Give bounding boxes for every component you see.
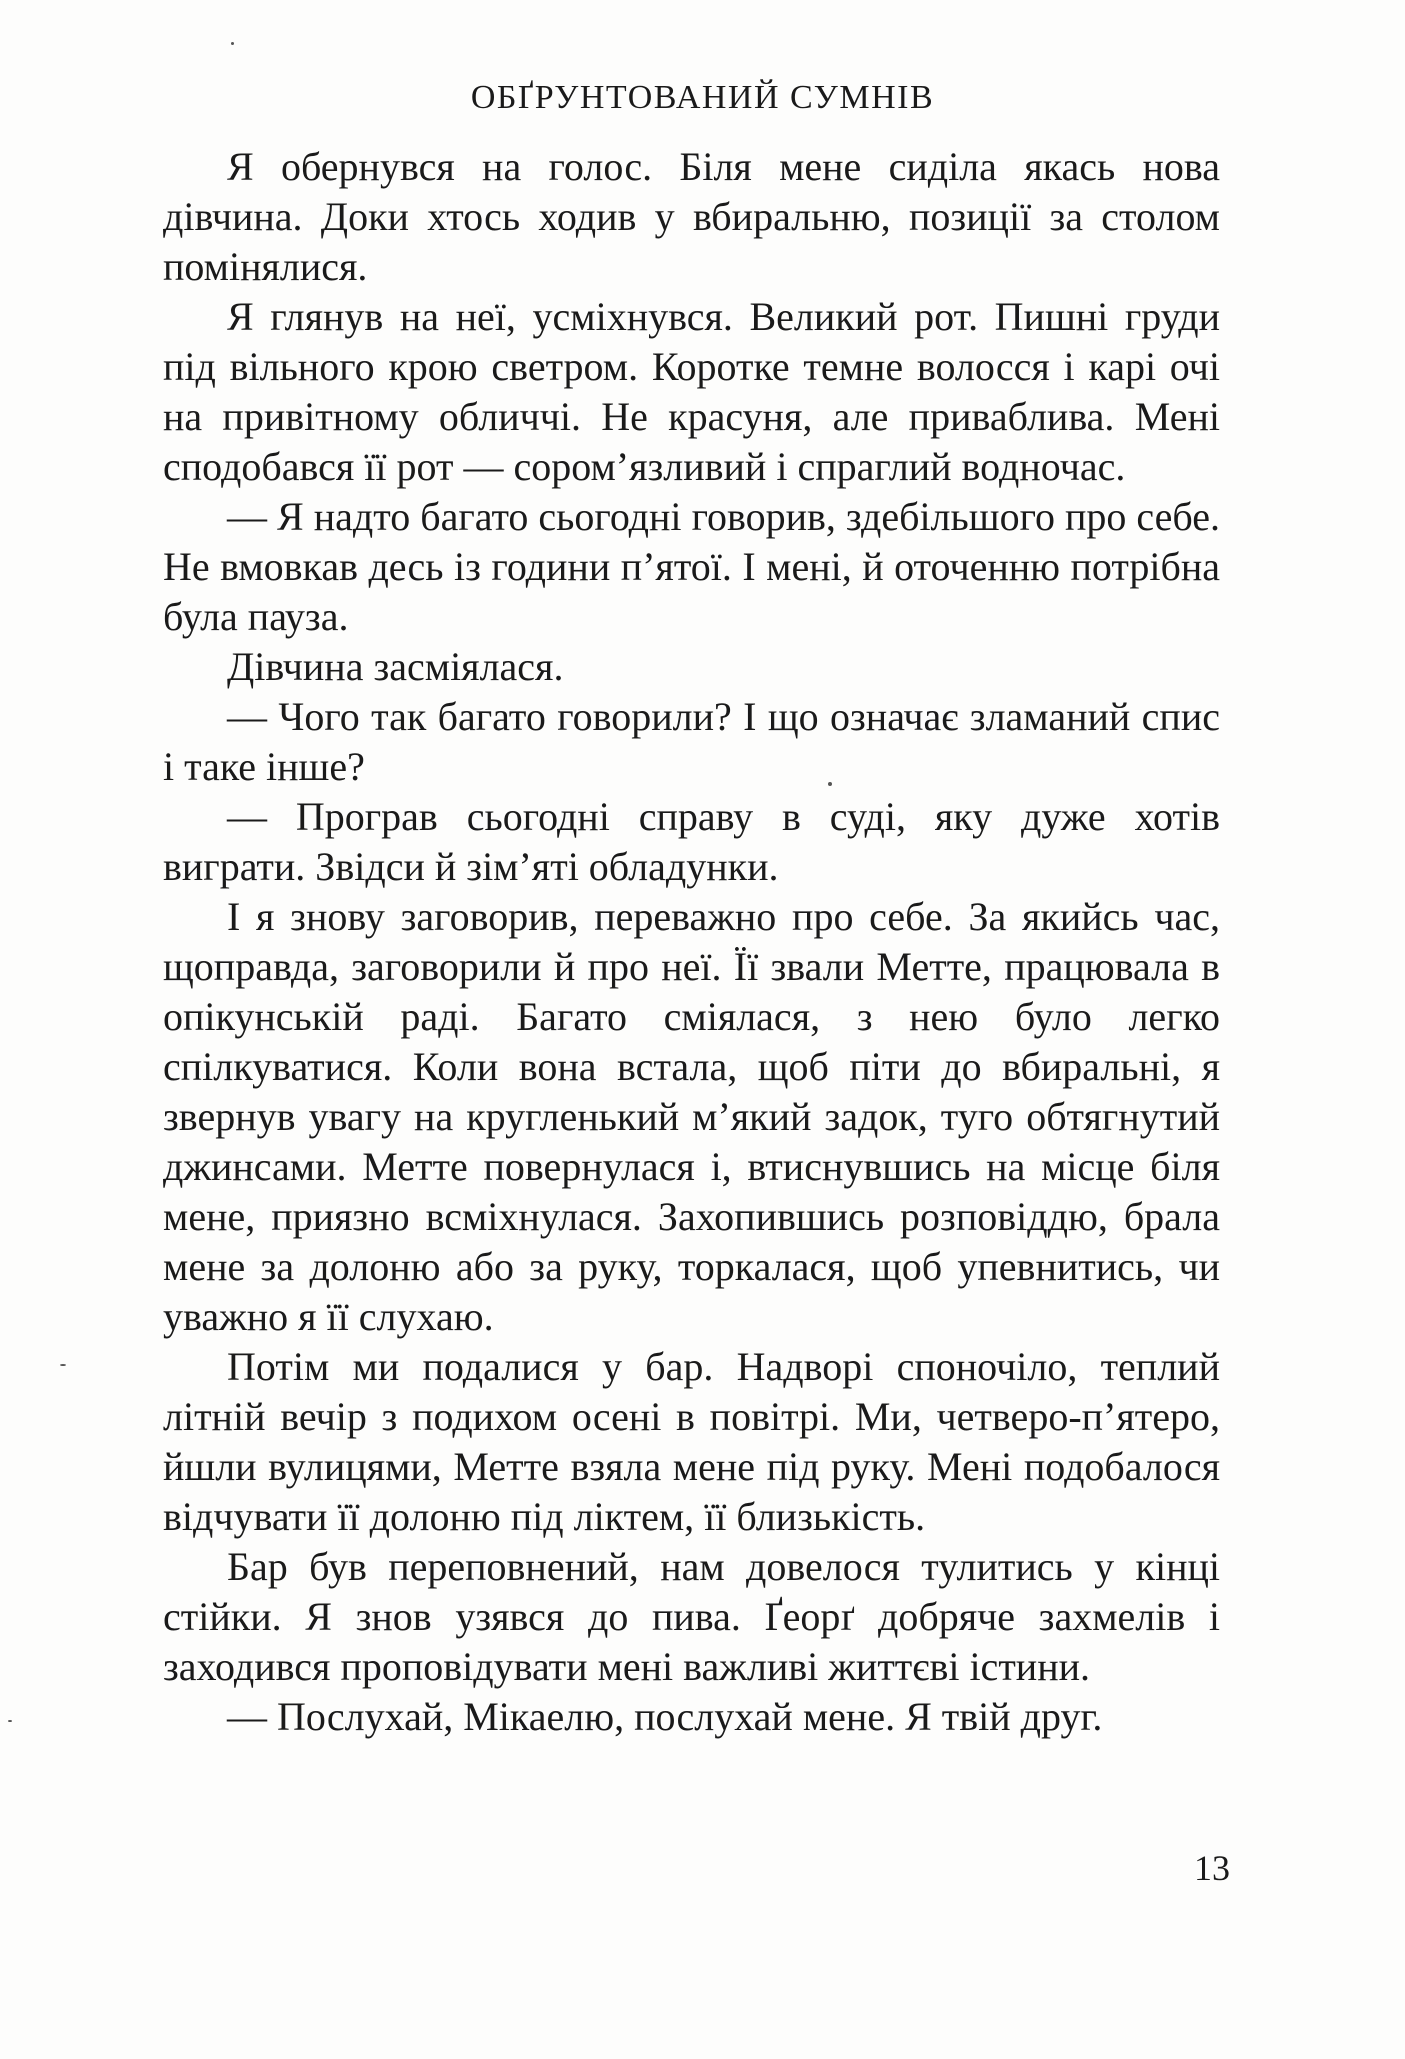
scan-speck xyxy=(231,42,234,45)
running-title: ОБҐРУНТОВАНИЙ СУМНІВ xyxy=(470,79,935,116)
body-text xyxy=(163,142,1220,1742)
paragraph: Потім ми подалися у бар. Надворі споночіло, теплий літній вечір з подихом осені в повітрі. Ми, четверо-п’ятеро, йшли вулицями, Метте взяла мене під руку. Мені подобалося відчувати її долоню під ліктем, її близькість. xyxy=(163,1344,1220,1539)
paragraph: Я обернувся на голос. Біля мене сиділа якась нова дівчина. Доки хтось ходив у вбиральню, позиції за столом помінялися. xyxy=(163,144,1220,289)
paragraph: — Програв сьогодні справу в суді, яку дуже хотів виграти. Звідси й зім’яті обладунки. xyxy=(163,794,1220,889)
paragraph: Бар був переповнений, нам довелося тулитись у кінці стійки. Я знов узявся до пива. Ґеорґ добряче захмелів і заходився проповідувати мені важливі життєві істини. xyxy=(163,1544,1220,1689)
paragraph: І я знову заговорив, переважно про себе. За якийсь час, щоправда, заговорили й про неї. Її звали Метте, працювала в опікунській раді. Багато сміялася, з нею було легко спілкуватися. Коли вона встала, щоб піти до вбиральні, я звернув увагу на кругленький м’який задок, туго обтягнутий джинсами. Метте повернулася і, втиснувшись на місце біля мене, приязно всміхнулася. Захопившись розповіддю, брала мене за долоню або за руку, торкалася, щоб упевнитись, чи уважно я її слухаю. xyxy=(163,894,1220,1339)
paragraph: Я глянув на неї, усміхнувся. Великий рот. Пишні груди під вільного крою светром. Коротке темне волосся і карі очі на привітному обличчі. Не красуня, але приваблива. Мені сподобався її рот — сором’язливий і спраглий водночас. xyxy=(163,294,1220,489)
paragraph: — Я надто багато сьогодні говорив, здебільшого про себе. Не вмовкав десь із години п’ятої. І мені, й оточенню потрібна була пауза. xyxy=(163,494,1220,639)
paragraph: Дівчина засміялася. xyxy=(227,644,564,689)
page-number: 13 xyxy=(1194,1848,1230,1888)
paragraph: — Чого так багато говорили? І що означає зламаний спис і таке інше? xyxy=(163,694,1220,789)
scan-speck xyxy=(828,782,832,786)
scan-speck xyxy=(8,1720,12,1722)
scan-speck xyxy=(60,1364,66,1366)
paragraph: — Послухай, Мікаелю, послухай мене. Я твій друг. xyxy=(227,1694,1103,1739)
